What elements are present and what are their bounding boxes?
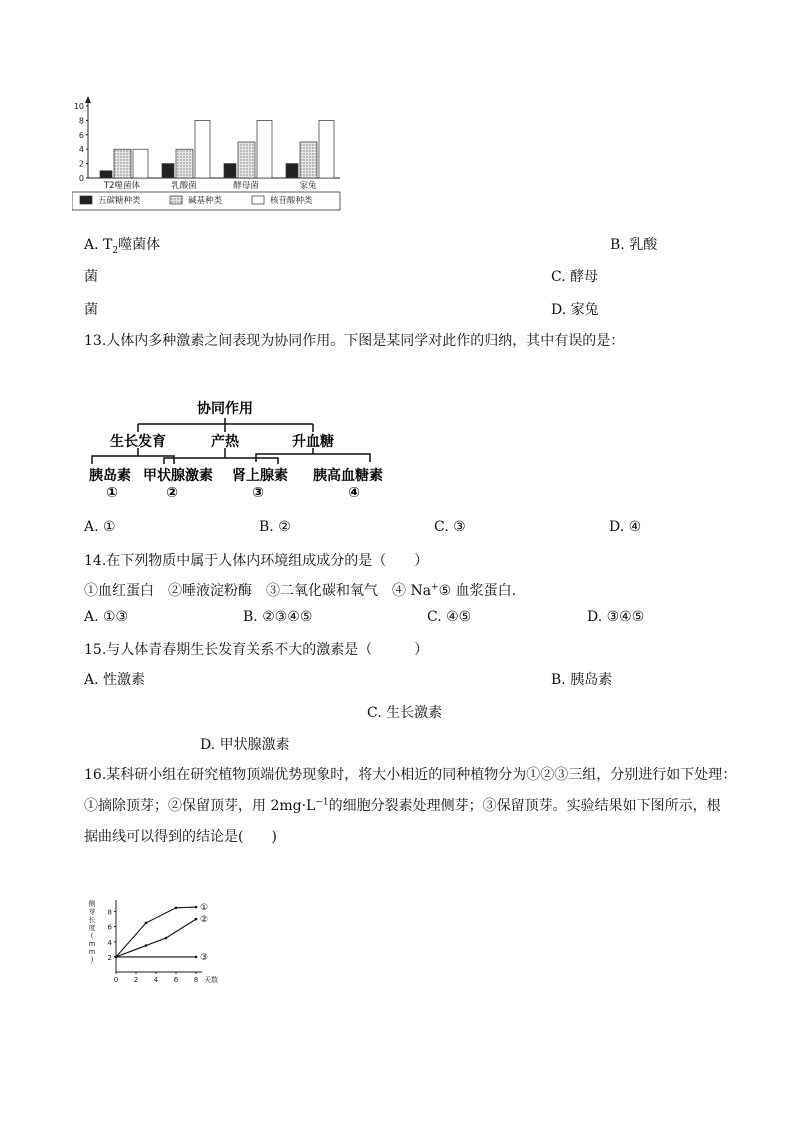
tree-mark-3: ③ (252, 485, 264, 501)
line-x-tick-label: 2 (133, 976, 139, 984)
q14-option-a[interactable]: A. ①③ (84, 609, 129, 625)
tree-leaf-thyroxine: 甲状腺激素 (143, 468, 213, 484)
bar-category-label: T2噬菌体 (103, 181, 141, 191)
line-point-1 (145, 922, 148, 925)
bar-1-3 (224, 164, 236, 178)
line-y-tick-label: 8 (107, 908, 112, 917)
bar-2-2 (176, 149, 193, 178)
line-y-axis-label-char: ( (90, 932, 94, 940)
q12-option-d[interactable]: D. 家兔 (551, 302, 599, 318)
q12-option-c-continued: 菌 (84, 302, 98, 318)
line-y-axis-label-char: 度 (88, 924, 96, 932)
tree-leaf-insulin: 胰岛素 (89, 468, 131, 484)
bar-y-tick-label: 10 (73, 102, 84, 111)
bar-3-3 (257, 120, 272, 178)
tree-branch-glucose: 升血糖 (292, 434, 334, 450)
q14-items (84, 580, 516, 600)
q15-option-c[interactable]: C. 生长激素 (367, 705, 443, 721)
bar-y-tick-label: 4 (78, 145, 84, 155)
tree-branch-heat: 产热 (211, 434, 239, 450)
bar-1-4 (286, 164, 298, 178)
q12-option-a-sub: 2 (112, 245, 119, 256)
line-chart-axes (114, 900, 202, 974)
line-x-tick-label: 8 (193, 976, 199, 984)
bar-y-tick-label: 0 (78, 174, 84, 183)
line-y-tick-label: 2 (107, 953, 112, 962)
q14-option-d[interactable]: D. ③④⑤ (587, 609, 645, 625)
line-series-label: ② (200, 915, 209, 926)
line-y-tick-label: 6 (107, 923, 112, 932)
q14-option-b[interactable]: B. ②③④⑤ (243, 609, 313, 625)
q15-stem: 15.与人体青春期生长发育关系不大的激素是（ ） (84, 642, 429, 658)
line-y-axis-label-char: ) (90, 956, 94, 964)
line-y-axis-label-char: m (88, 940, 96, 948)
line-point-2 (145, 944, 148, 947)
bar-y-tick-label: 8 (78, 116, 84, 126)
bar-legend-swatch (252, 196, 264, 204)
bar-legend-swatch (80, 196, 92, 204)
q16-stem-line2 (84, 795, 721, 815)
q13-option-c[interactable]: C. ③ (434, 519, 466, 535)
line-point-1 (195, 906, 198, 909)
q13-option-a[interactable]: A. ① (84, 519, 116, 535)
tree-mark-1: ① (106, 485, 118, 501)
q16-stem-line1: 16.某科研小组在研究植物顶端优势现象时，将大小相近的同种植物分为①②③三组，分别进行如下处理： (84, 767, 737, 783)
bar-legend-swatch (170, 196, 182, 204)
line-series-2 (116, 919, 196, 957)
q16-line2-text: ①摘除顶芽；②保留顶芽，用 2mg·L (84, 798, 316, 814)
line-y-axis-label-char: 侧 (88, 900, 96, 908)
bar-category-label: 乳酸菌 (171, 181, 197, 191)
q14-stem: 14.在下列物质中属于人体内环境组成成分的是（ ） (84, 553, 429, 569)
line-point-2 (165, 937, 168, 940)
bar-y-tick-label: 6 (78, 130, 84, 140)
bar-3-4 (319, 120, 334, 178)
q13-option-d[interactable]: D. ④ (609, 519, 642, 535)
bar-1-1 (100, 171, 112, 178)
line-series-label: ① (200, 903, 209, 914)
bar-y-arrow (85, 96, 91, 103)
bar-2-1 (114, 149, 131, 178)
q14-items-rest: ⑤ 血浆蛋白. (438, 583, 517, 599)
tree-mark-4: ④ (348, 485, 360, 501)
line-chart (80, 896, 240, 996)
line-x-tick-label: 6 (173, 976, 179, 984)
line-y-tick-label: 4 (107, 938, 112, 947)
bar-3-2 (195, 120, 210, 178)
q14-option-c[interactable]: C. ④⑤ (427, 609, 472, 625)
line-x-tick-label: 0 (113, 976, 119, 984)
line-x-axis-label: 天数 (204, 976, 218, 984)
tree-branch-growth: 生长发育 (110, 434, 166, 450)
q13-stem: 13.人体内多种激素之间表现为协同作用。下图是某同学对此作的归纳，其中有误的是： (84, 333, 625, 349)
bar-chart (72, 96, 342, 221)
bar-chart-legend (72, 192, 340, 210)
line-series-label: ③ (200, 952, 209, 963)
bar-2-3 (238, 142, 255, 178)
tree-mark-2: ② (166, 485, 178, 501)
line-point-3 (195, 956, 198, 959)
line-series-1 (116, 907, 196, 957)
q15-option-a[interactable]: A. 性激素 (84, 672, 146, 688)
bar-3-1 (133, 149, 148, 178)
line-y-axis-label-char: m (88, 948, 96, 956)
q13-option-b[interactable]: B. ② (259, 519, 291, 535)
synergy-tree-diagram (80, 396, 400, 506)
q12-option-b-continued: 菌 (84, 269, 98, 285)
line-point-2 (195, 918, 198, 921)
tree-root: 协同作用 (197, 401, 253, 417)
bar-legend-label: 核苷酸种类 (270, 196, 313, 206)
bar-1-2 (162, 164, 174, 178)
q12-option-c[interactable]: C. 酵母 (551, 269, 599, 285)
line-y-axis-label-char: 芽 (88, 908, 96, 916)
line-x-tick-label: 4 (153, 976, 159, 984)
bar-2-4 (300, 142, 317, 178)
q12-option-a[interactable] (84, 234, 160, 256)
q12-option-a-rest: 噬菌体 (118, 237, 161, 253)
tree-leaf-adrenaline: 肾上腺素 (232, 468, 288, 484)
line-point-1 (175, 906, 178, 909)
line-point-3 (115, 956, 118, 959)
q14-items-sup: + (431, 582, 439, 593)
q14-items-text: ①血红蛋白 ②唾液淀粉酶 ③二氧化碳和氧气 ④ Na (84, 583, 432, 599)
bar-category-label: 酵母菌 (233, 181, 259, 191)
bar-category-label: 家兔 (299, 181, 317, 191)
tree-leaf-glucagon: 胰高血糖素 (313, 468, 383, 484)
q16-line2-rest: 的细胞分裂素处理侧芽；③保留顶芽。实验结果如下图所示，根 (328, 798, 721, 814)
bar-chart-marks (100, 120, 334, 178)
q16-stem-line3: 据曲线可以得到的结论是( ) (84, 829, 277, 845)
q15-option-b[interactable]: B. 胰岛素 (551, 672, 613, 688)
q12-option-b[interactable]: B. 乳酸 (610, 237, 658, 253)
line-y-axis-label-char: 长 (88, 916, 96, 924)
bar-legend-label: 五碳糖种类 (98, 196, 141, 206)
bar-legend-label: 碱基种类 (188, 196, 223, 206)
line-chart-marks (115, 906, 198, 958)
bar-y-tick-label: 2 (78, 159, 84, 169)
q15-option-d[interactable]: D. 甲状腺激素 (200, 737, 290, 753)
q16-line2-sup: −1 (315, 797, 329, 808)
line-chart-labels (89, 899, 219, 984)
q12-option-a-text: A. T (84, 237, 113, 253)
